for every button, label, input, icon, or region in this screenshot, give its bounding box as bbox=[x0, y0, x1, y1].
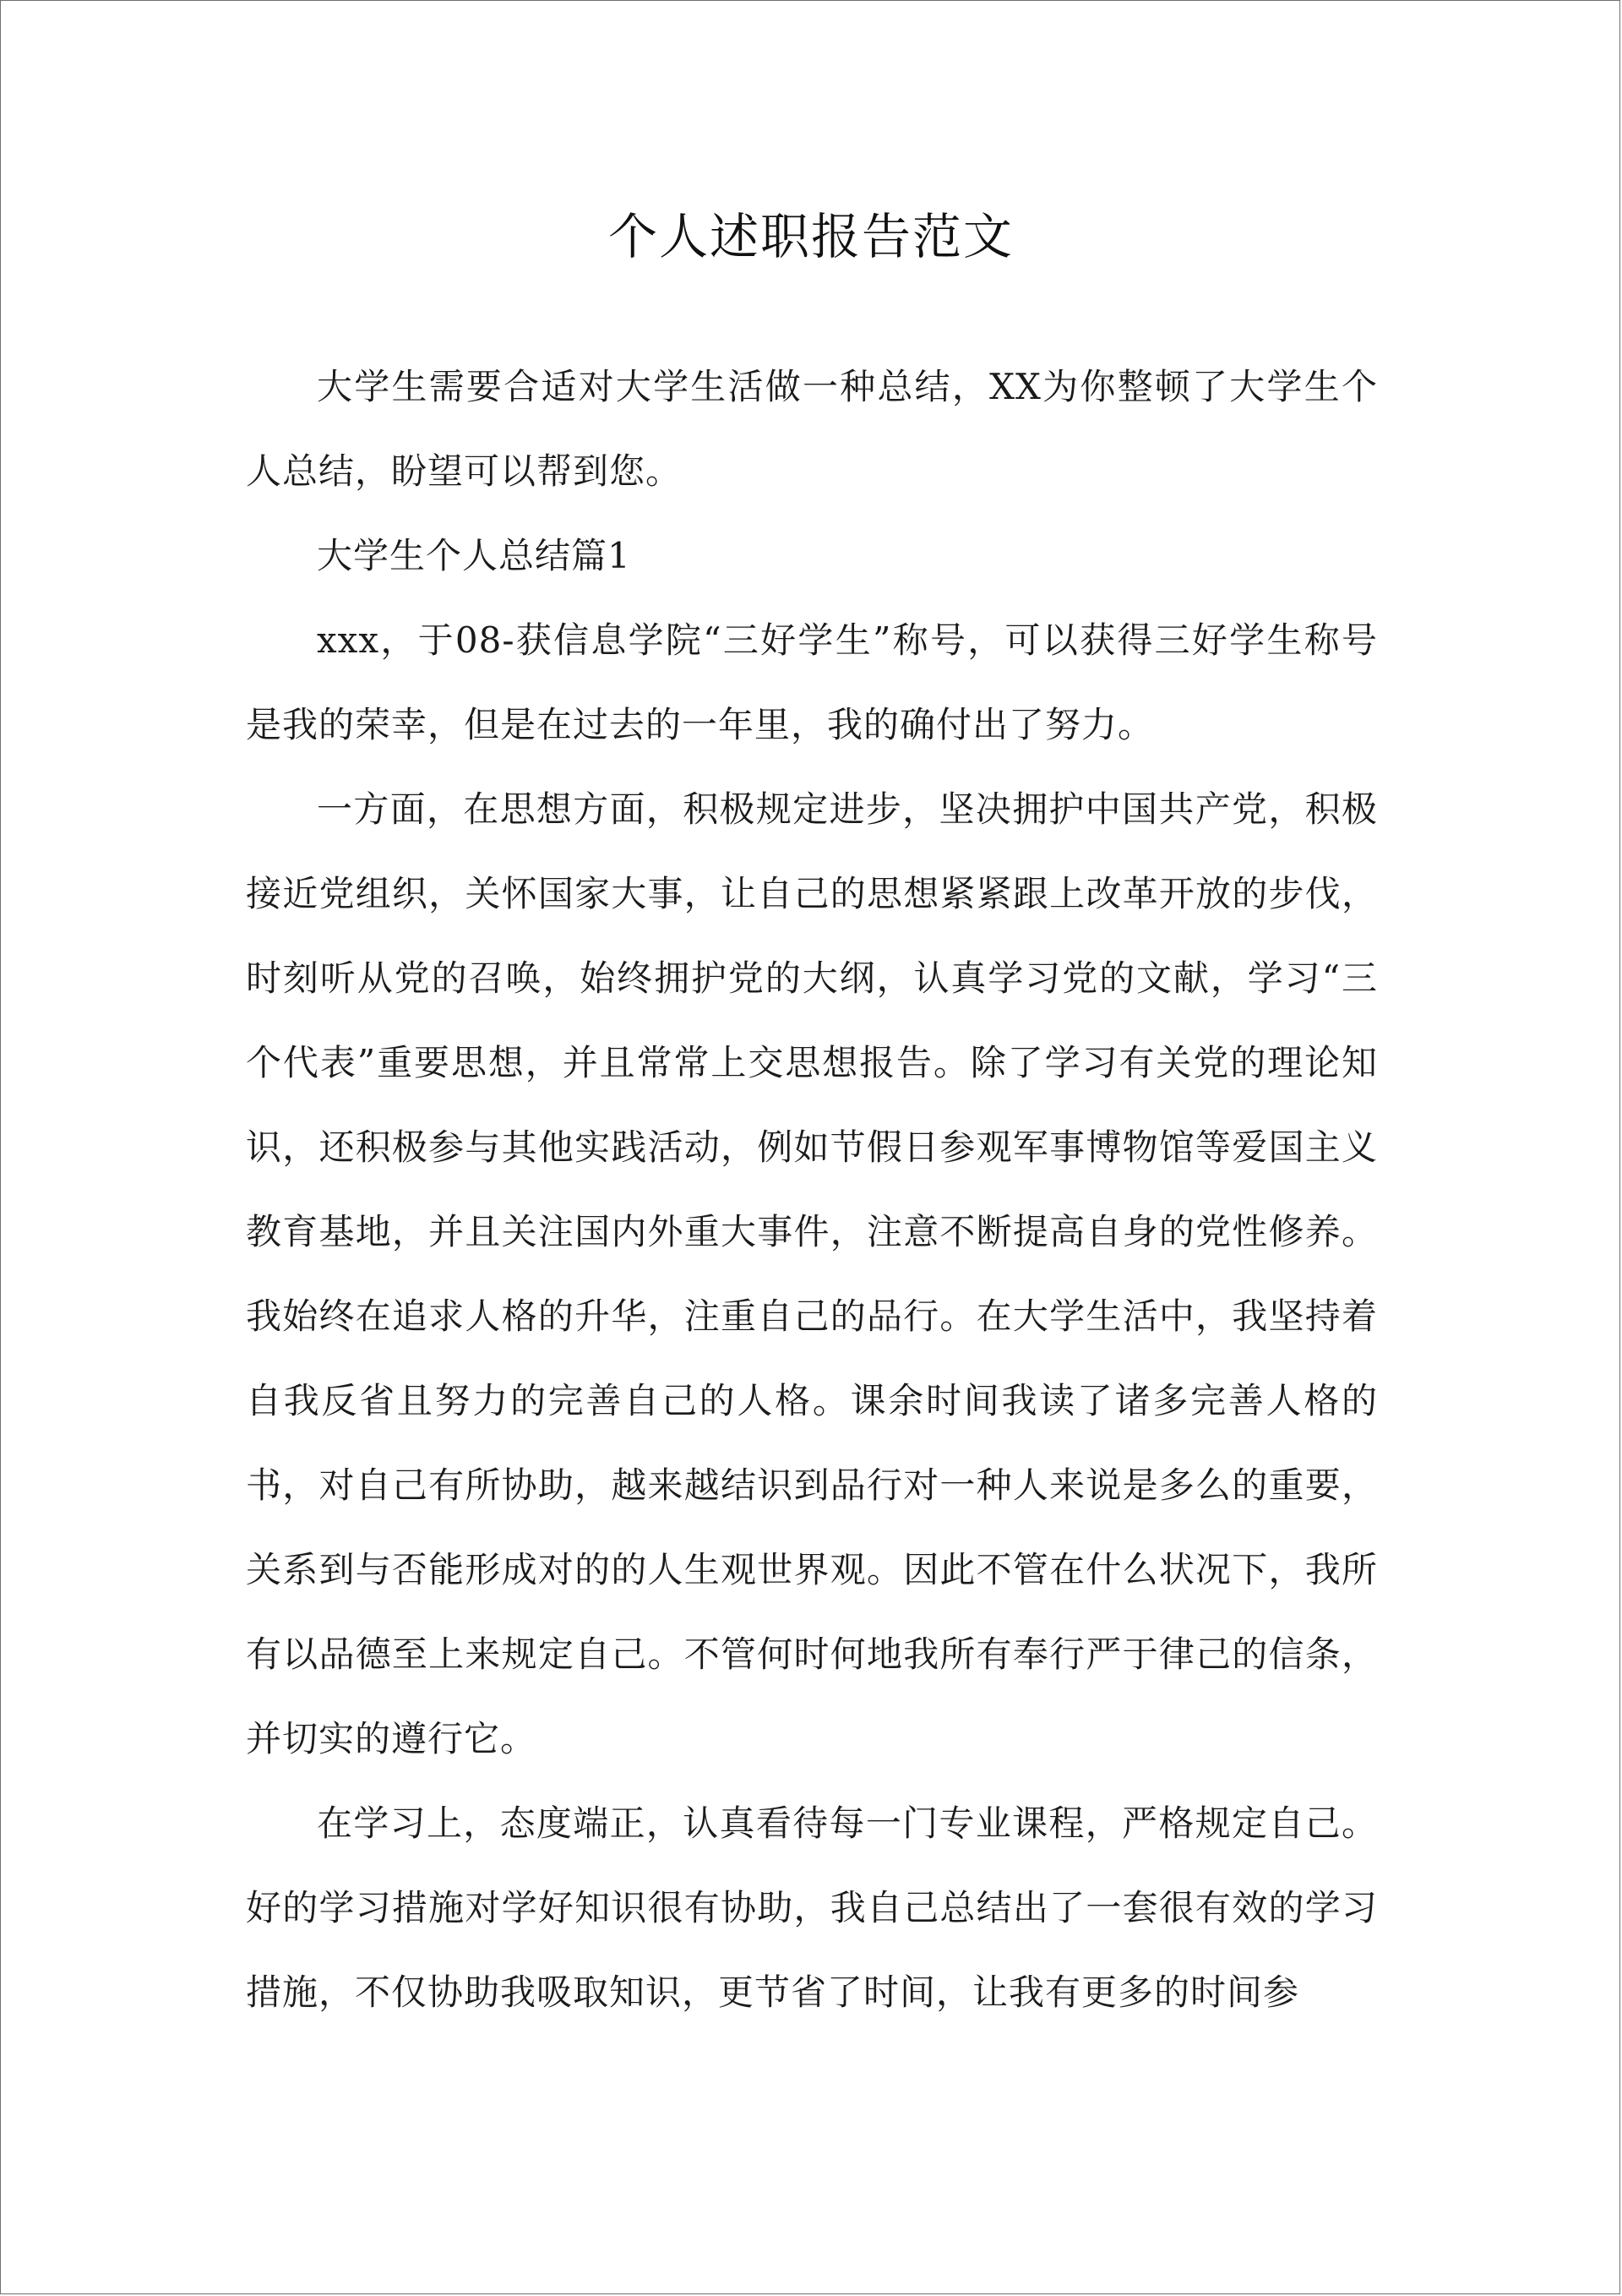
document-body bbox=[246, 345, 1378, 2035]
paragraph-thought: 一方面，在思想方面，积极规定进步，坚决拥护中国共产党，积极接近党组织，关怀国家大事，让自己的思想紧紧跟上改革开放的步伐，时刻听从党的召唤，始终拥护党的大纲，认真学习党的文献，学习“三个代表”重要思想，并且常常上交思想报告。除了学习有关党的理论知识，还积极参与其他实践活动，例如节假日参观军事博物馆等爱国主义教育基地，并且关注国内外重大事件，注意不断提高自身的党性修养。我始终在追求人格的升华，注重自己的品行。在大学生活中，我坚持着自我反省且努力的完善自己的人格。课余时间我读了诸多完善人格的书，对自己有所协助，越来越结识到品行对一种人来说是多么的重要，关系到与否能形成对的的人生观世界观。因此不管在什么状况下，我所有以品德至上来规定自己。不管何时何地我所有奉行严于律己的信条，并切实的遵行它。 bbox=[246, 788, 1378, 1759]
paragraph-award: xxx，于08-获信息学院“三好学生”称号，可以获得三好学生称号是我的荣幸，但是在过去的一年里，我的确付出了努力。 bbox=[246, 619, 1378, 745]
paragraph-section-heading: 大学生个人总结篇1 bbox=[317, 535, 631, 576]
document-title: 个人述职报告范文 bbox=[607, 208, 1014, 265]
paragraph-study: 在学习上，态度端正，认真看待每一门专业课程，严格规定自己。好的学习措施对学好知识很有协助，我自己总结出了一套很有效的学习措施，不仅协助我吸取知识，更节省了时间，让我有更多的时间参 bbox=[246, 1802, 1378, 2013]
paragraph-intro: 大学生需要合适对大学生活做一种总结，XX为你整顿了大学生个人总结，盼望可以帮到您。 bbox=[246, 366, 1378, 492]
